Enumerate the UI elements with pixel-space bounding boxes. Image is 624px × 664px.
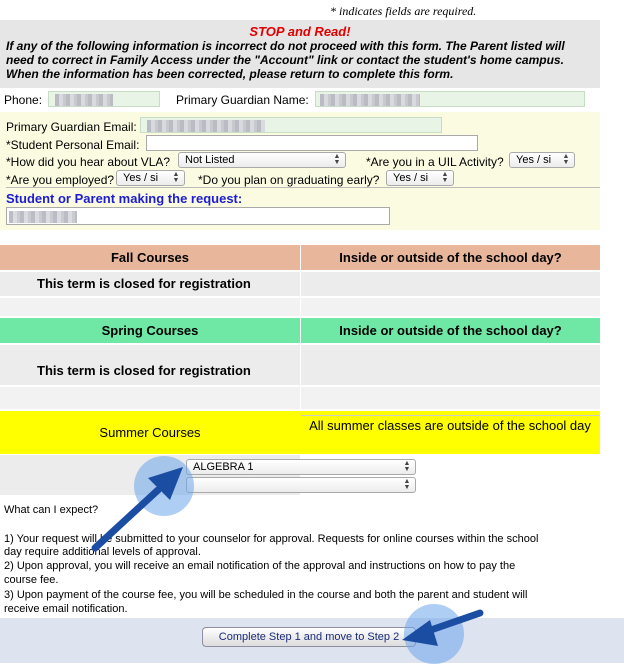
expect-line: 2) Upon approval, you will receive an email notification of the approval and instructions on how to pay the [4, 560, 516, 572]
select-arrows-icon: ▲ ▼ [333, 153, 341, 166]
spring-closed-text: This term is closed for registration [37, 363, 251, 378]
select-arrows-icon: ▲ ▼ [172, 171, 180, 184]
expect-line: 3) Upon payment of the course fee, you will be scheduled in the course and both the parent and student will [4, 589, 528, 601]
graduate-early-label: *Do you plan on graduating early? [198, 173, 380, 187]
summer-note: All summer classes are outside of the school day [309, 418, 591, 433]
expect-line: course fee. [4, 574, 59, 586]
employed-value: Yes / si [123, 172, 159, 184]
warning-line: need to correct in Family Access under the "Account" link or contact the student's home campus. [6, 53, 564, 67]
fall-inside-header: Inside or outside of the school day? [301, 245, 600, 270]
phone-label: Phone: [4, 93, 43, 107]
summer-courses-header: Summer Courses [99, 425, 201, 440]
graduate-early-value: Yes / si [393, 172, 429, 184]
required-fields-note: * indicates fields are required. [330, 4, 477, 18]
summer-course-1-value: ALGEBRA 1 [193, 461, 254, 473]
hear-about-value: Not Listed [185, 154, 235, 166]
select-arrows-icon: ▲ ▼ [403, 460, 411, 473]
expect-title: What can I expect? [4, 504, 99, 516]
requester-label: Student or Parent making the request: [6, 191, 243, 206]
select-arrows-icon: ▲ ▼ [441, 171, 449, 184]
uil-value: Yes / si [516, 154, 552, 166]
employed-label: *Are you employed? [6, 173, 115, 187]
spring-inside-header: Inside or outside of the school day? [301, 318, 600, 343]
select-arrows-icon: ▲ ▼ [403, 478, 411, 491]
warning-line: When the information has been corrected, please return to complete this form. [6, 67, 454, 81]
expect-line: day require additional levels of approval. [4, 546, 201, 558]
guardian-name-label: Primary Guardian Name: [176, 93, 309, 107]
spring-courses-header: Spring Courses [0, 318, 300, 343]
expect-line: 1) Your request will be submitted to your counselor for approval. Requests for online courses within the school [4, 533, 539, 545]
uil-label: *Are you in a UIL Activity? [366, 155, 504, 169]
fall-closed-text: This term is closed for registration [37, 276, 251, 291]
arrow-to-course-select [95, 467, 183, 548]
fall-courses-header: Fall Courses [0, 245, 300, 270]
expect-line: receive email notification. [4, 603, 128, 615]
guardian-email-label: Primary Guardian Email: [6, 120, 137, 134]
complete-step-1-button[interactable]: Complete Step 1 and move to Step 2 [202, 627, 416, 647]
select-arrows-icon: ▲ ▼ [562, 153, 570, 166]
arrow-to-submit-button [402, 613, 480, 646]
warning-title: STOP and Read! [249, 24, 351, 39]
warning-line: If any of the following information is incorrect do not proceed with this form. The Parent listed will [6, 39, 565, 53]
hear-about-label: *How did you hear about VLA? [6, 155, 171, 169]
student-email-label: *Student Personal Email: [6, 138, 140, 152]
